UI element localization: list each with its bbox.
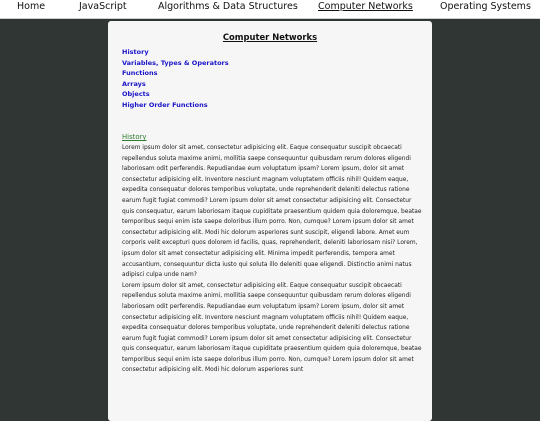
toc-link-objects[interactable]: Objects	[122, 90, 150, 99]
section-body	[122, 143, 422, 376]
body-paragraph: Lorem ipsum dolor sit amet, consectetur adipisicing elit. Eaque consequatur suscipit obcaecati repellendus soluta maxime animi, mollitia saepe consequuntur quibusdam rerum dolores eligendi laboriosam odit perferendis. Repudiandae eum voluptatum ipsam? Lorem ipsum, dolor sit amet consectetur adipisicing elit. Inventore nesciunt magnam voluptatem officiis nihil! Quidem eaque, expedita consequatur dolores temporibus voluptate, unde reprehenderit deleniti delectus ratione earum fugit fugiat commodi? Lorem ipsum dolor sit amet consectetur adipisicing elit. Consectetur quis consequatur, earum laboriosam itaque cupiditate praesentium quidem quia doloremque, beatae temporibus sequi enim iste saepe doloribus illum porro. Non, cumque? Lorem ipsum dolor sit amet consectetur adipisicing elit. Modi hic dolorum asperiores sunt	[122, 282, 422, 374]
page-title: Computer Networks	[222, 32, 318, 42]
content-panel	[108, 21, 432, 421]
table-of-contents	[122, 44, 229, 108]
toc-item	[122, 55, 229, 66]
toc-link-functions[interactable]: Functions	[122, 69, 158, 78]
toc-item	[122, 86, 229, 97]
toc-item	[122, 97, 229, 108]
nav-link-algorithms-data-structures[interactable]: Algorithms & Data Structures	[158, 1, 298, 12]
toc-link-higher-order-functions[interactable]: Higher Order Functions	[122, 100, 208, 109]
nav-link-javascript[interactable]: JavaScript	[79, 1, 127, 12]
nav-link-operating-systems[interactable]: Operating Systems	[440, 1, 531, 12]
nav-link-home[interactable]: Home	[17, 1, 46, 12]
nav-link-computer-networks[interactable]: Computer Networks	[318, 1, 413, 12]
section-heading-history: History	[122, 133, 147, 141]
body-paragraph: Lorem ipsum dolor sit amet, consectetur adipisicing elit. Eaque consequatur suscipit obcaecati repellendus soluta maxime animi, mollitia saepe consequuntur quibusdam rerum dolores eligendi laboriosam odit perferendis. Repudiandae eum voluptatum ipsam? Lorem ipsum, dolor sit amet consectetur adipisicing elit. Inventore nesciunt magnam voluptatem officiis nihil! Quidem eaque, expedita consequatur dolores temporibus voluptate, unde reprehenderit deleniti delectus ratione earum fugit fugiat commodi? Lorem ipsum dolor sit amet consectetur adipisicing elit. Consectetur quis consequatur, earum laboriosam itaque cupiditate praesentium quidem quia doloremque, beatae temporibus sequi enim iste saepe doloribus illum porro. Non, cumque? Lorem ipsum dolor sit amet consectetur adipisicing elit. Modi hic dolorum asperiores sunt suscipit, eligendi labore. Amet eum corporis velit excepturi quos dolorem id facilis, quas, reprehenderit, deleniti laboriosam nisi? Lorem, ipsum dolor sit amet consectetur adipisicing elit. Minima impedit perferendis, tempora amet accusantium, consequuntur dicta iusto qui soluta illo deleniti quae eligendi. Distinctio animi natus adipisci culpa unde nam?	[122, 145, 422, 279]
toc-link-variables-types-operators[interactable]: Variables, Types & Operators	[122, 58, 229, 67]
toc-item	[122, 44, 229, 55]
toc-link-arrays[interactable]: Arrays	[122, 79, 146, 88]
toc-item	[122, 76, 229, 87]
toc-link-history[interactable]: History	[122, 48, 149, 56]
top-navigation-bar	[0, 0, 540, 19]
